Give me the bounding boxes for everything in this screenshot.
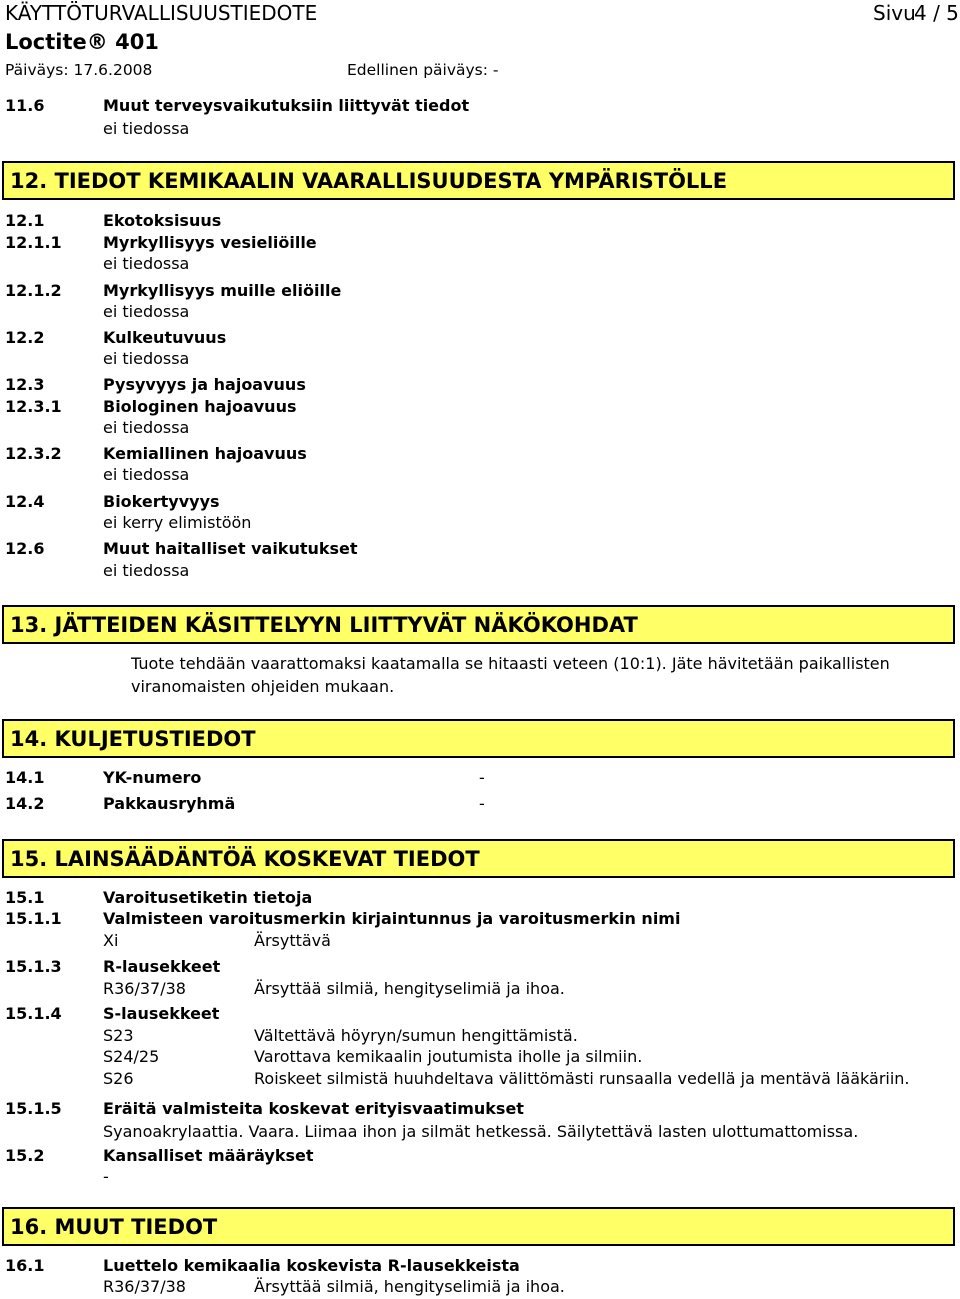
item-value: ei tiedossa xyxy=(103,349,190,368)
item-label: Eräitä valmisteita koskevat erityisvaatimukset xyxy=(103,1099,524,1118)
item-number: 15.1.1 xyxy=(5,909,62,928)
item-value: ei tiedossa xyxy=(103,465,190,484)
page-label: Sivu xyxy=(873,1,916,25)
item-value: Syanoakrylaattia. Vaara. Liimaa ihon ja silmät hetkessä. Säilytettävä lasten ulottumattomissa. xyxy=(103,1122,859,1141)
item-label: Ekotoksisuus xyxy=(103,211,222,230)
item-label: R-lausekkeet xyxy=(103,957,221,976)
item-label: Biologinen hajoavuus xyxy=(103,397,297,416)
item-label: Varoitusetiketin tietoja xyxy=(103,888,313,907)
section-13-heading: 13. JÄTTEIDEN KÄSITTELYYN LIITTYVÄT NÄKÖKOHDAT xyxy=(2,605,955,644)
item-label: Muut haitalliset vaikutukset xyxy=(103,539,358,558)
item-value: ei tiedossa xyxy=(103,254,190,273)
item-value: ei kerry elimistöön xyxy=(103,513,252,532)
item-label: S-lausekkeet xyxy=(103,1004,220,1023)
item-number: 15.1 xyxy=(5,888,45,907)
item-number: 12.6 xyxy=(5,539,45,558)
previous-date: Edellinen päiväys: - xyxy=(347,61,499,79)
product-name: Loctite® 401 xyxy=(5,30,159,54)
item-value: ei tiedossa xyxy=(103,561,190,580)
item-label: Luettelo kemikaalia koskevista R-lausekkeista xyxy=(103,1256,520,1275)
s-phrase-code: S26 xyxy=(103,1069,134,1088)
document-title: KÄYTTÖTURVALLISUUSTIEDOTE xyxy=(5,1,318,25)
section-16-heading: 16. MUUT TIEDOT xyxy=(2,1207,955,1246)
r-phrase-text: Ärsyttää silmiä, hengityselimiä ja ihoa. xyxy=(254,1277,565,1296)
item-number: 15.1.3 xyxy=(5,957,62,976)
section-13-text: Tuote tehdään vaarattomaksi kaatamalla se hitaasti veteen (10:1). Jäte hävitetään paikallisten viranomaisten ohjeiden mukaan. xyxy=(131,654,890,696)
item-number: 15.1.5 xyxy=(5,1099,62,1118)
item-number: 15.2 xyxy=(5,1146,45,1165)
item-number: 15.1.4 xyxy=(5,1004,62,1023)
item-label: Pakkausryhmä xyxy=(103,794,236,813)
s-phrase-text: Roiskeet silmistä huuhdeltava välittömästi runsaalla vedellä ja mentävä lääkäriin. xyxy=(254,1069,910,1088)
s-phrase-text: Vältettävä höyryn/sumun hengittämistä. xyxy=(254,1026,578,1045)
r-phrase-code: R36/37/38 xyxy=(103,1277,186,1296)
item-number: 12.2 xyxy=(5,328,45,347)
item-label: Valmisteen varoitusmerkin kirjaintunnus ja varoitusmerkin nimi xyxy=(103,909,681,928)
section-11-6-label: Muut terveysvaikutuksiin liittyvät tiedot xyxy=(103,96,470,115)
hazard-symbol-name: Ärsyttävä xyxy=(254,931,331,950)
item-number: 12.1 xyxy=(5,211,45,230)
item-label: Kulkeutuvuus xyxy=(103,328,227,347)
item-value: - xyxy=(479,794,485,813)
section-11-6-number: 11.6 xyxy=(5,96,45,115)
hazard-symbol-code: Xi xyxy=(103,931,119,950)
section-14-heading: 14. KULJETUSTIEDOT xyxy=(2,719,955,758)
section-11-6-value: ei tiedossa xyxy=(103,119,190,138)
page-number: 4 / 5 xyxy=(914,1,959,25)
item-label: YK-numero xyxy=(103,768,202,787)
s-phrase-text: Varottava kemikaalin joutumista iholle ja silmiin. xyxy=(254,1047,643,1066)
item-label: Pysyvyys ja hajoavuus xyxy=(103,375,306,394)
item-number: 16.1 xyxy=(5,1256,45,1275)
section-15-heading: 15. LAINSÄÄDÄNTÖÄ KOSKEVAT TIEDOT xyxy=(2,839,955,878)
item-number: 12.3.1 xyxy=(5,397,62,416)
section-12-heading: 12. TIEDOT KEMIKAALIN VAARALLISUUDESTA YMPÄRISTÖLLE xyxy=(2,161,955,200)
item-value: ei tiedossa xyxy=(103,302,190,321)
item-number: 14.1 xyxy=(5,768,45,787)
item-number: 12.1.2 xyxy=(5,281,62,300)
r-phrase-code: R36/37/38 xyxy=(103,979,186,998)
item-label: Kansalliset määräykset xyxy=(103,1146,314,1165)
item-label: Myrkyllisyys muille eliöille xyxy=(103,281,342,300)
item-label: Myrkyllisyys vesieliöille xyxy=(103,233,317,252)
item-number: 14.2 xyxy=(5,794,45,813)
issue-date: Päiväys: 17.6.2008 xyxy=(5,61,153,79)
item-number: 12.3.2 xyxy=(5,444,62,463)
item-number: 12.3 xyxy=(5,375,45,394)
item-label: Kemiallinen hajoavuus xyxy=(103,444,307,463)
s-phrase-code: S24/25 xyxy=(103,1047,160,1066)
item-number: 12.4 xyxy=(5,492,45,511)
s-phrase-code: S23 xyxy=(103,1026,134,1045)
r-phrase-text: Ärsyttää silmiä, hengityselimiä ja ihoa. xyxy=(254,979,565,998)
item-value: ei tiedossa xyxy=(103,418,190,437)
item-number: 12.1.1 xyxy=(5,233,62,252)
item-value: - xyxy=(103,1167,109,1186)
item-label: Biokertyvyys xyxy=(103,492,220,511)
item-value: - xyxy=(479,768,485,787)
